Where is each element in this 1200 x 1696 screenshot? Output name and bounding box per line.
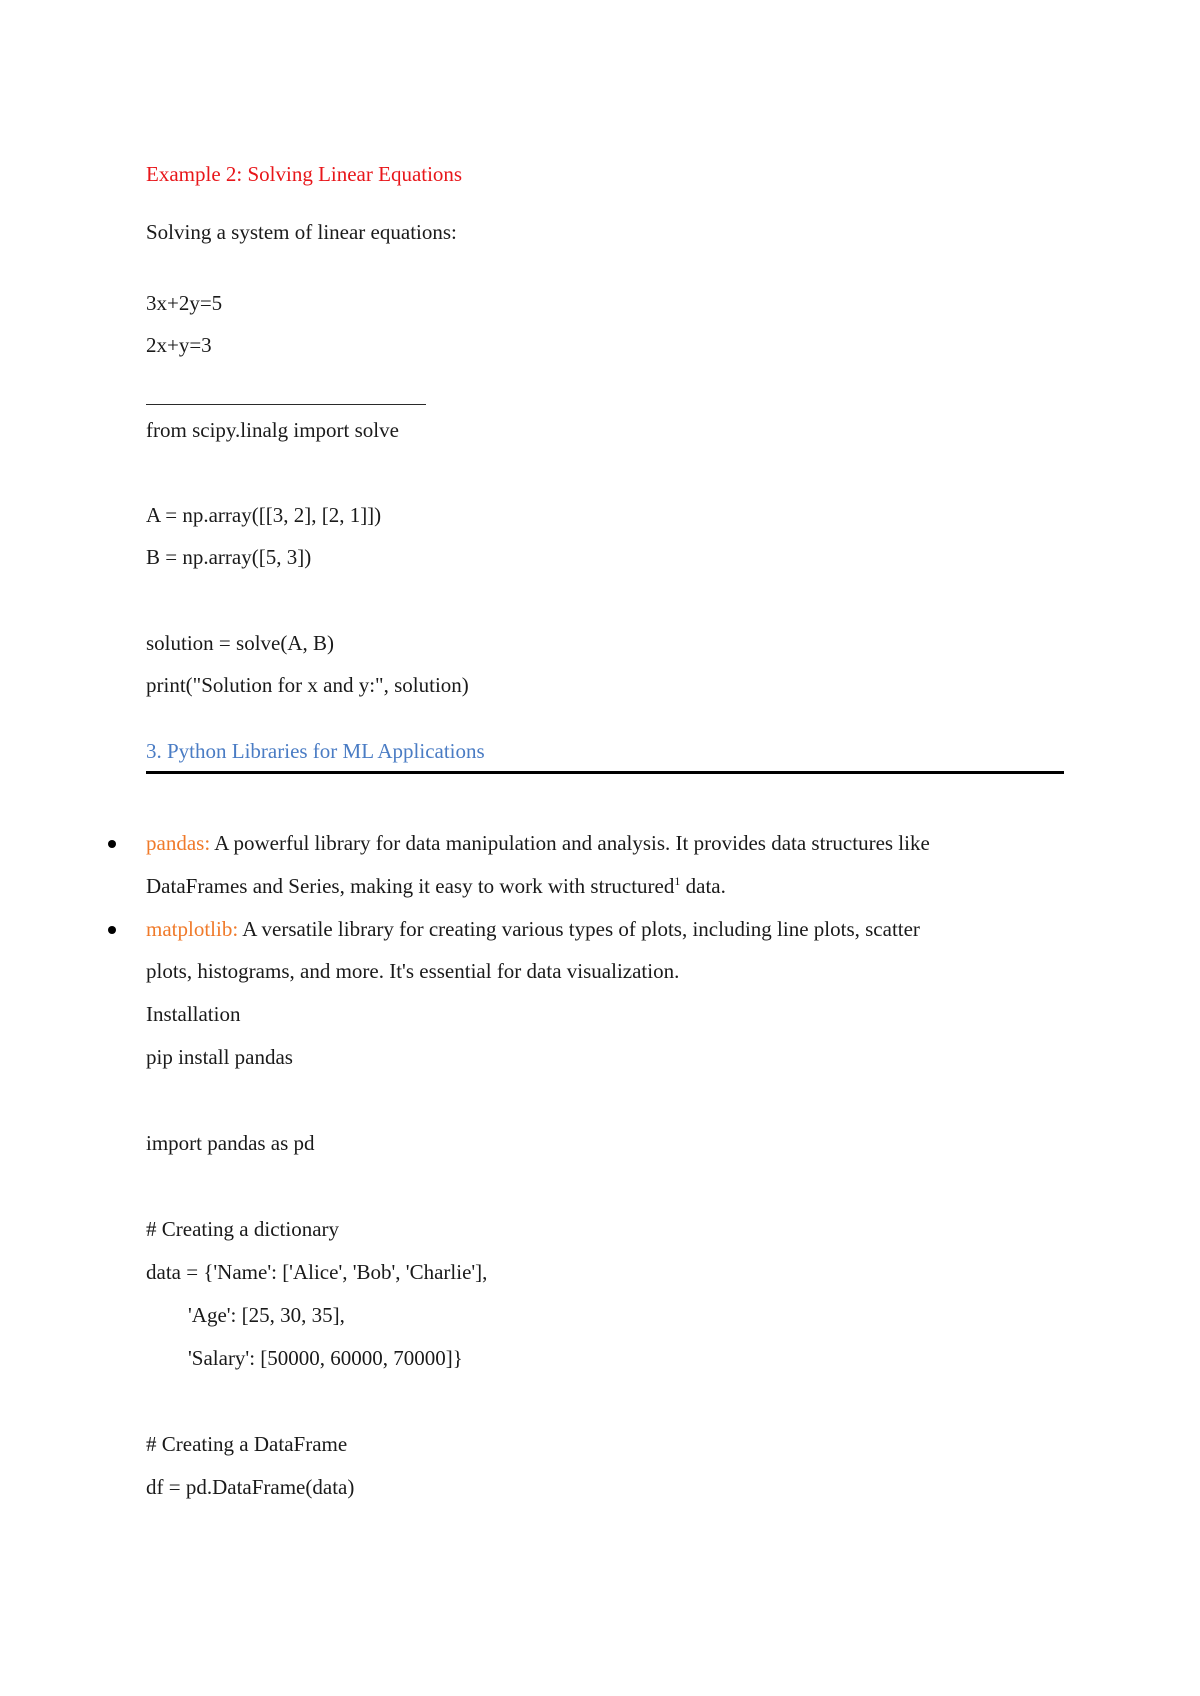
equation-1: 3x+2y=5 — [146, 291, 223, 315]
equation-2: 2x+y=3 — [146, 333, 212, 357]
code-line: print("Solution for x and y:", solution) — [146, 673, 469, 697]
code-line: from scipy.linalg import solve — [146, 418, 399, 442]
code-line: B = np.array([5, 3]) — [146, 545, 312, 569]
bullet-matplotlib-line1 — [146, 919, 920, 940]
code-line: pip install pandas — [146, 1045, 293, 1069]
bullet-term: pandas: — [146, 831, 211, 855]
footnote-ref: 1 — [674, 874, 681, 888]
code-line: solution = solve(A, B) — [146, 631, 335, 655]
bullet-text: A versatile library for creating various types of plots, including line plots, scatter — [238, 917, 920, 941]
bullet-matplotlib-line2: plots, histograms, and more. It's essential for data visualization. — [146, 959, 680, 983]
code-line: # Creating a dictionary — [146, 1217, 340, 1241]
code-line: import pandas as pd — [146, 1131, 315, 1155]
bullet-dot — [108, 926, 116, 934]
code-line: A = np.array([[3, 2], [2, 1]]) — [146, 503, 382, 527]
installation-label: Installation — [146, 1002, 241, 1026]
section-heading: 3. Python Libraries for ML Applications — [146, 739, 485, 763]
separator-line — [146, 404, 426, 405]
code-line: # Creating a DataFrame — [146, 1432, 348, 1456]
code-line: 'Age': [25, 30, 35], — [146, 1303, 345, 1327]
bullet-pandas-line1 — [146, 833, 930, 854]
section-rule — [146, 771, 1064, 774]
code-line: df = pd.DataFrame(data) — [146, 1475, 355, 1499]
bullet-term: matplotlib: — [146, 917, 239, 941]
code-line: data = {'Name': ['Alice', 'Bob', 'Charlie'], — [146, 1260, 488, 1284]
intro-text: Solving a system of linear equations: — [146, 220, 457, 244]
bullet-dot — [108, 840, 116, 848]
bullet-text: A powerful library for data manipulation and analysis. It provides data structures like — [210, 831, 930, 855]
bullet-pandas-line2: DataFrames and Series, making it easy to work with structured$^1$ data. — [146, 874, 726, 898]
code-line: 'Salary': [50000, 60000, 70000]} — [146, 1346, 463, 1370]
example-heading: Example 2: Solving Linear Equations — [146, 162, 463, 186]
